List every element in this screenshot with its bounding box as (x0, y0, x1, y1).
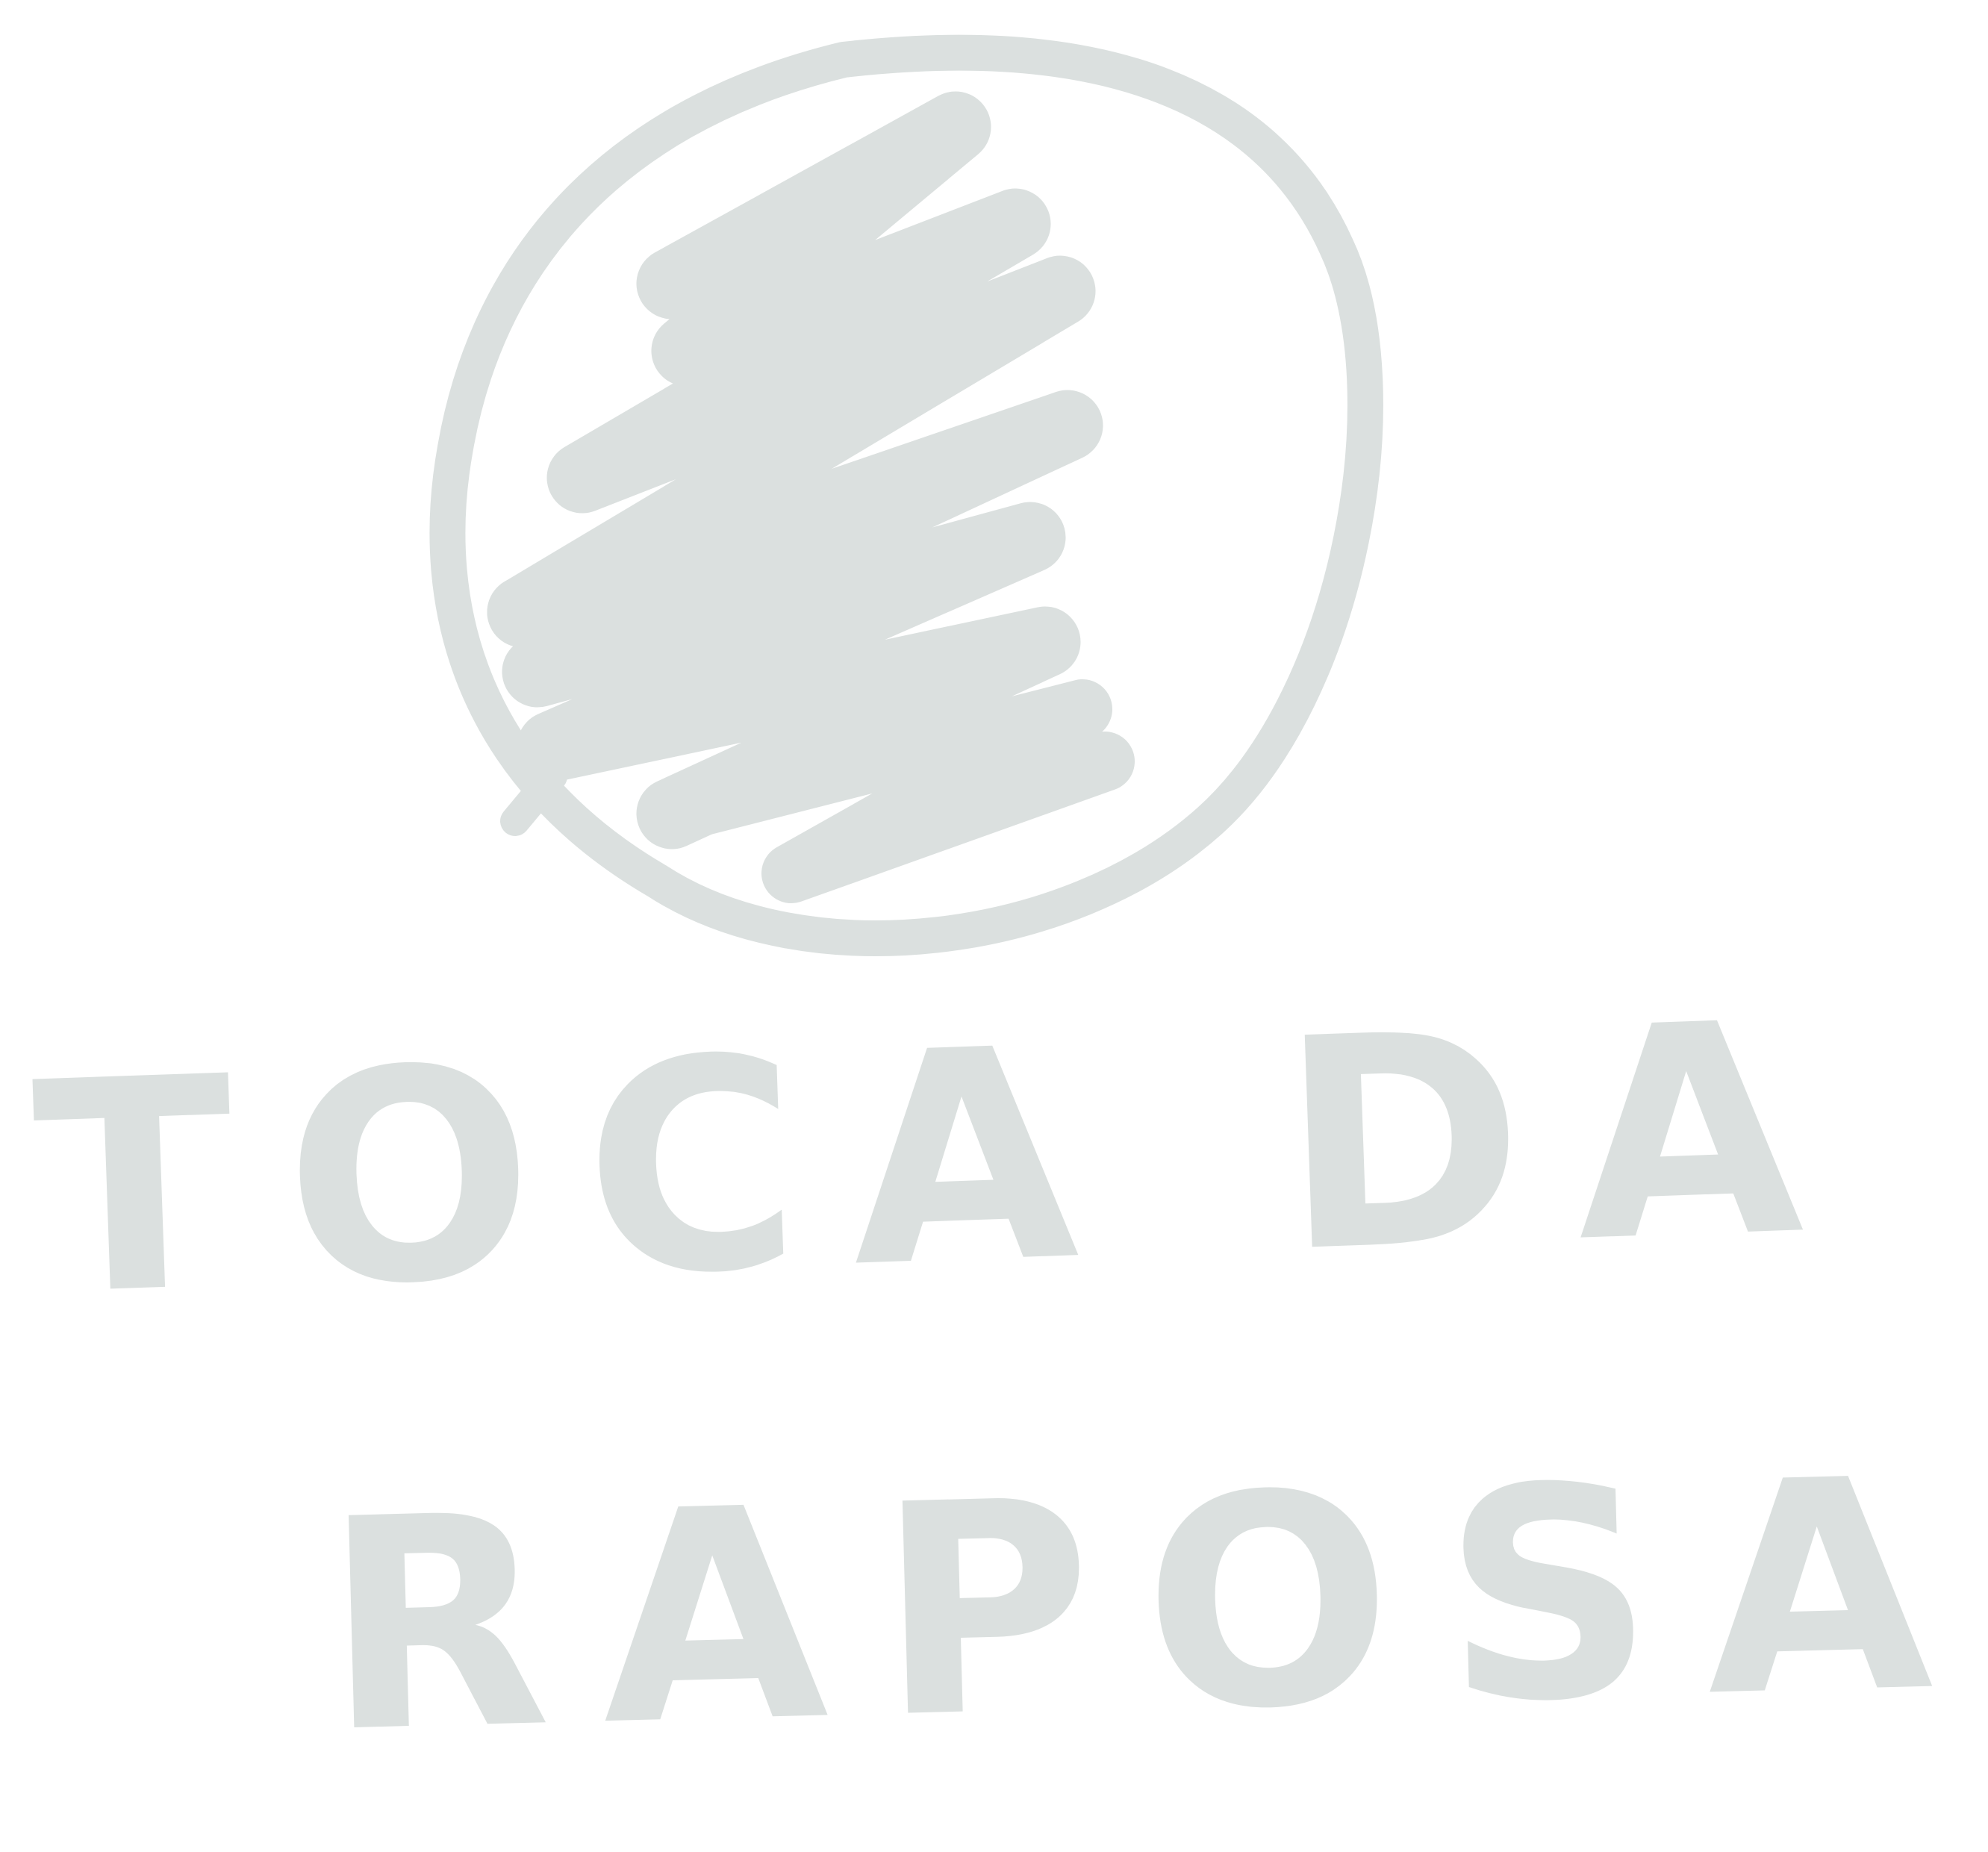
brand-name-line2: RAPOSA (320, 1414, 1988, 1797)
brand-name-line1: TOCA DA (28, 957, 1860, 1360)
emblem-scribble (447, 53, 1365, 938)
